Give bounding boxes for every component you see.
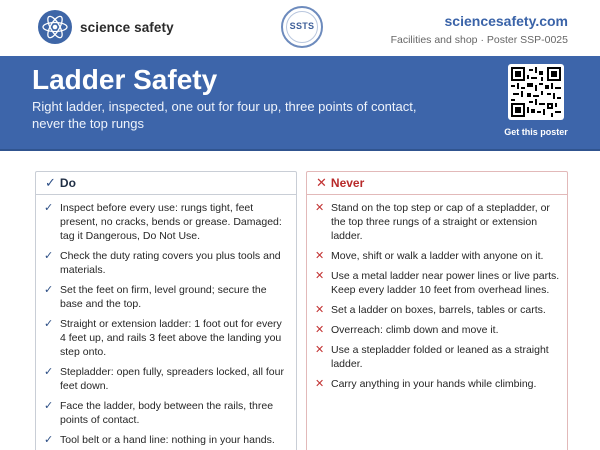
page-title: Ladder Safety	[32, 64, 218, 95]
check-icon: ✓	[44, 366, 54, 378]
check-icon: ✓	[44, 318, 54, 330]
cross-icon: ✕	[315, 250, 325, 262]
never-heading	[307, 172, 567, 195]
check-icon: ✓	[44, 250, 54, 262]
do-heading-label: Do	[59, 176, 76, 190]
check-icon: ✓	[45, 175, 56, 190]
check-icon: ✓	[44, 284, 54, 296]
never-heading-label: Never	[330, 176, 365, 190]
never-item-text: Overreach: climb down and move it.	[331, 324, 499, 336]
do-item-text: Inspect before every use: rungs tight, feet present, no cracks, bends or grease. Damaged: tag it Dangerous, Do Not Use.	[60, 202, 282, 242]
never-item-text: Set a ladder on boxes, barrels, tables or carts.	[331, 304, 546, 316]
never-item	[315, 323, 561, 337]
never-item-text: Carry anything in your hands while climbing.	[331, 378, 537, 390]
site-link[interactable]: sciencesafety.com	[444, 13, 568, 29]
cross-icon: ✕	[315, 378, 325, 390]
never-item-text: Use a stepladder folded or leaned as a straight ladder.	[331, 344, 549, 370]
check-icon: ✓	[44, 400, 54, 412]
do-item	[44, 317, 290, 359]
never-item	[315, 201, 561, 243]
title-banner	[0, 56, 600, 151]
do-panel	[35, 171, 297, 450]
qr-caption: Get this poster	[504, 127, 568, 137]
do-item-text: Tool belt or a hand line: nothing in your hands.	[60, 434, 275, 446]
cross-icon: ✕	[315, 304, 325, 316]
cross-icon: ✕	[315, 270, 325, 282]
qr-code-icon[interactable]	[508, 64, 564, 120]
never-item-text: Use a metal ladder near power lines or live parts. Keep every ladder 10 feet from overhead lines.	[331, 270, 560, 296]
do-item-text: Check the duty rating covers you plus tools and materials.	[60, 250, 281, 276]
do-item	[44, 249, 290, 277]
do-item-text: Stepladder: open fully, spreaders locked, all four feet down.	[60, 366, 284, 392]
do-item-text: Set the feet on firm, level ground; secure the base and the top.	[60, 284, 267, 310]
do-item-text: Face the ladder, body between the rails, three points of contact.	[60, 400, 274, 426]
check-icon: ✓	[44, 202, 54, 214]
do-heading	[36, 172, 296, 195]
check-icon: ✓	[44, 434, 54, 446]
do-item	[44, 283, 290, 311]
banner-lede: Right ladder, inspected, one out for four up, three points of contact, never the top rungs	[32, 99, 417, 131]
never-item	[315, 343, 561, 371]
do-item	[44, 399, 290, 427]
page-header	[0, 0, 600, 56]
atom-logo-icon	[38, 10, 72, 44]
never-item-text: Stand on the top step or cap of a stepladder, or the top three rungs of a straight or extension ladder.	[331, 202, 550, 242]
cross-icon: ✕	[316, 175, 327, 190]
do-list	[36, 195, 296, 447]
never-item	[315, 269, 561, 297]
never-item	[315, 303, 561, 317]
do-item-text: Straight or extension ladder: 1 foot out for every 4 feet up, and rails 3 feet above the landing you step onto.	[60, 318, 282, 358]
never-item-text: Move, shift or walk a ladder with anyone on it.	[331, 250, 544, 262]
never-panel	[306, 171, 568, 450]
seal-text: SSTS	[289, 21, 315, 31]
cross-icon: ✕	[315, 324, 325, 336]
never-list	[307, 195, 567, 391]
never-item	[315, 377, 561, 391]
poster-subline: Facilities and shop · Poster SSP-0025	[390, 34, 568, 46]
do-item	[44, 365, 290, 393]
ssts-seal-logo	[281, 6, 323, 48]
do-item	[44, 433, 290, 447]
cross-icon: ✕	[315, 344, 325, 356]
do-item	[44, 201, 290, 243]
never-item	[315, 249, 561, 263]
brand-name: science safety	[80, 19, 174, 35]
cross-icon: ✕	[315, 202, 325, 214]
brand[interactable]	[38, 10, 174, 44]
